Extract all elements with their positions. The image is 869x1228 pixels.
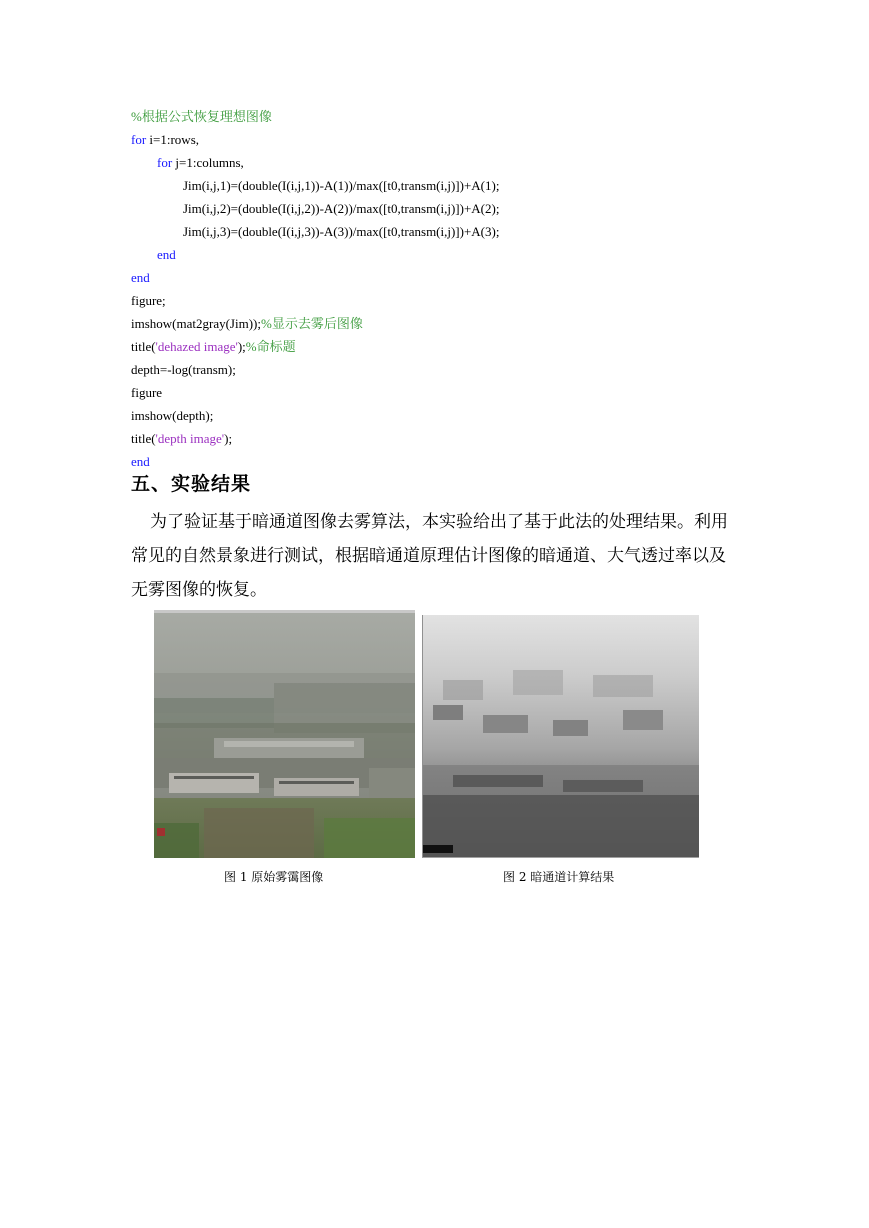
code-keyword: end (131, 270, 150, 285)
code-text: ); (237, 339, 246, 354)
code-text: figure; (131, 293, 166, 308)
code-line (131, 128, 499, 151)
body-paragraph: 为了验证基于暗通道图像去雾算法，本实验给出了基于此法的处理结果。利用常见的自然景象进行测试，根据暗通道原理估计图像的暗通道、大气透过率以及无雾图像的恢复。 (131, 512, 728, 600)
code-string: 'depth image' (155, 431, 225, 446)
code-line (131, 289, 499, 312)
dark-channel-image (422, 615, 699, 858)
code-keyword: for (157, 155, 173, 170)
code-text: imshow(depth); (131, 408, 214, 423)
code-text: j=1:columns, (172, 155, 244, 170)
code-comment: %根据公式恢复理想图像 (131, 109, 272, 124)
code-keyword: end (157, 247, 176, 262)
code-line (131, 266, 499, 289)
code-text: title( (131, 431, 156, 446)
code-line (131, 427, 499, 450)
code-comment: %显示去雾后图像 (260, 316, 363, 331)
code-line (131, 404, 499, 427)
code-string: 'dehazed image' (155, 339, 238, 354)
code-text: depth=-log(transm); (131, 362, 236, 377)
code-line (131, 335, 499, 358)
figure-1-caption: 图 1 原始雾霭图像 (224, 870, 324, 884)
section-title: 五、实验结果 (131, 473, 252, 495)
code-keyword: for (131, 132, 147, 147)
code-text: ); (224, 431, 233, 446)
code-line (131, 151, 499, 174)
code-line (131, 220, 499, 243)
code-text: Jim(i,j,3)=(double(I(i,j,3))-A(3))/max([t0,transm(i,j)])+A(3); (183, 224, 500, 239)
code-keyword: end (131, 454, 150, 469)
code-line (131, 174, 499, 197)
code-line (131, 105, 499, 128)
code-text: imshow(mat2gray(Jim)); (131, 316, 261, 331)
code-line (131, 358, 499, 381)
code-comment: %命标题 (245, 339, 296, 354)
hazy-original-image (154, 610, 415, 858)
code-line (131, 197, 499, 220)
code-listing (131, 105, 499, 473)
code-line (131, 243, 499, 266)
code-text: Jim(i,j,1)=(double(I(i,j,1))-A(1))/max([t0,transm(i,j)])+A(1); (183, 178, 500, 193)
code-text: figure (131, 385, 163, 400)
code-text: title( (131, 339, 156, 354)
code-line (131, 312, 499, 335)
code-text: Jim(i,j,2)=(double(I(i,j,2))-A(2))/max([t0,transm(i,j)])+A(2); (183, 201, 500, 216)
figure-2-caption: 图 2 暗通道计算结果 (503, 870, 615, 884)
code-text: i=1:rows, (146, 132, 200, 147)
code-line (131, 381, 499, 404)
